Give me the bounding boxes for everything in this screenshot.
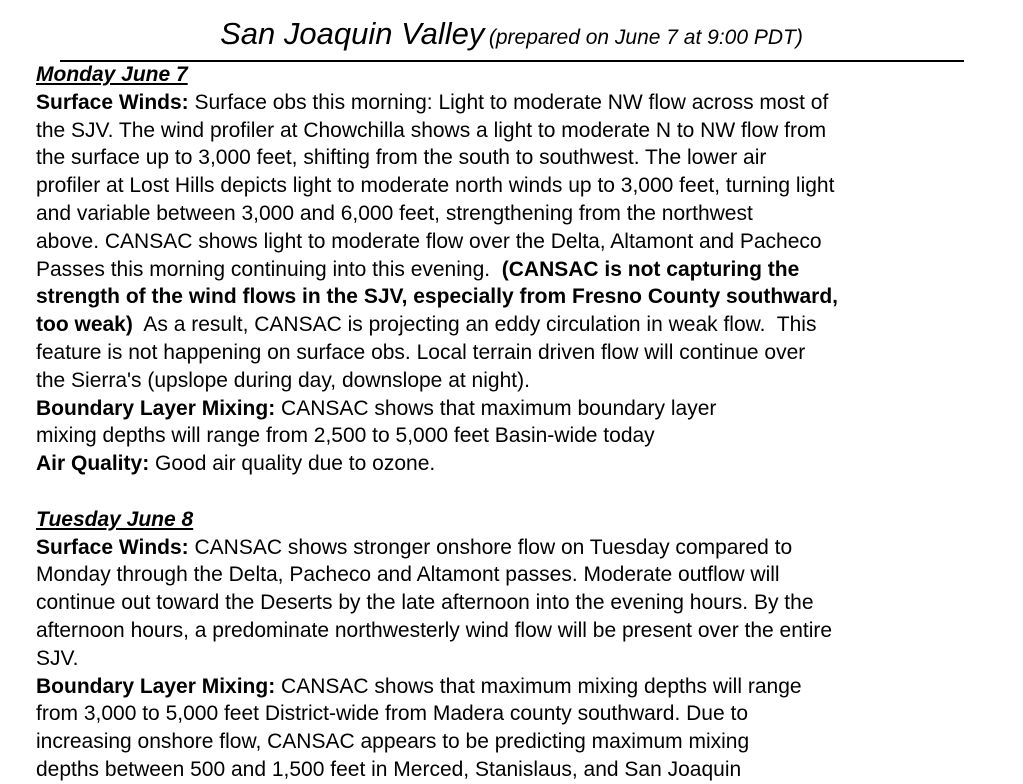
monday-cansac-note: (CANSAC is not capturing the	[501, 257, 800, 281]
monday-line-8: strength of the wind flows in the SJV, especially from Fresno County southward,	[36, 285, 838, 309]
monday-too-weak-note: too weak)	[36, 313, 133, 337]
tuesday-blm-line-4: depths between 500 and 1,500 feet in Merced, Stanislaus, and San Joaquin	[36, 757, 742, 781]
monday-line-11: the Sierra's (upslope during day, downslope at night).	[36, 368, 530, 392]
title-subtitle: (prepared on June 7 at 9:00 PDT)	[488, 26, 803, 49]
monday-blm-text: CANSAC shows that maximum boundary layer	[275, 396, 717, 420]
monday-aq-label: Air Quality:	[36, 452, 150, 476]
tuesday-line-1	[36, 534, 971, 562]
tuesday-surface-winds-label: Surface Winds:	[36, 535, 189, 559]
section-spacer	[36, 478, 971, 506]
monday-line-1	[36, 89, 971, 117]
tuesday-blm-line-3: increasing onshore flow, CANSAC appears to be predicting maximum mixing	[36, 730, 750, 754]
tuesday-blm-label: Boundary Layer Mixing:	[36, 674, 276, 698]
tuesday-line-4: afternoon hours, a predominate northwesterly wind flow will be present over the entire	[36, 618, 833, 642]
tuesday-heading: Tuesday June 8	[36, 507, 194, 531]
monday-line-5: and variable between 3,000 and 6,000 feet, strengthening from the northwest	[36, 201, 753, 225]
tuesday-blm-line-1	[36, 673, 971, 701]
monday-surface-winds-text: Surface obs this morning: Light to moderate NW flow across most of	[194, 90, 829, 114]
monday-line-10: feature is not happening on surface obs. Local terrain driven flow will continue over	[36, 340, 806, 364]
tuesday-blm-line-2: from 3,000 to 5,000 feet District-wide from Madera county southward. Due to	[36, 702, 749, 726]
monday-aq-text: Good air quality due to ozone.	[149, 452, 436, 476]
monday-blm-line-2: mixing depths will range from 2,500 to 5,000 feet Basin-wide today	[36, 424, 655, 448]
tuesday-heading-line	[36, 506, 971, 534]
page-title	[0, 14, 1023, 60]
tuesday-line-2: Monday through the Delta, Pacheco and Altamont passes. Moderate outflow will	[36, 563, 780, 587]
title-main: San Joaquin Valley	[220, 16, 485, 51]
tuesday-blm-text: CANSAC shows that maximum mixing depths will range	[275, 674, 802, 698]
tuesday-line-5: SJV.	[36, 646, 79, 670]
monday-surface-winds-label: Surface Winds:	[36, 90, 189, 114]
tuesday-surface-winds-text: CANSAC shows stronger onshore flow on Tuesday compared to	[188, 535, 793, 559]
monday-line-4: profiler at Lost Hills depicts light to moderate north winds up to 3,000 feet, turning light	[36, 174, 835, 198]
tuesday-line-3: continue out toward the Deserts by the late afternoon into the evening hours. By the	[36, 591, 814, 615]
monday-aq-line	[36, 450, 971, 478]
monday-heading: Monday June 7	[36, 63, 188, 86]
monday-line-6: above. CANSAC shows light to moderate flow over the Delta, Altamont and Pacheco	[36, 229, 822, 253]
monday-blm-label: Boundary Layer Mixing:	[36, 396, 276, 420]
monday-line-9	[36, 311, 971, 339]
monday-line-9-text: As a result, CANSAC is projecting an eddy circulation in weak flow. This	[132, 313, 817, 337]
monday-line-7-text: Passes this morning continuing into this evening.	[36, 257, 502, 281]
forecast-body	[36, 61, 971, 784]
monday-heading-line	[36, 61, 971, 89]
monday-line-3: the surface up to 3,000 feet, shifting from the south to southwest. The lower air	[36, 146, 767, 170]
monday-line-2: the SJV. The wind profiler at Chowchilla shows a light to moderate N to NW flow from	[36, 118, 827, 142]
monday-blm-line-1	[36, 395, 971, 423]
monday-line-7	[36, 256, 971, 284]
